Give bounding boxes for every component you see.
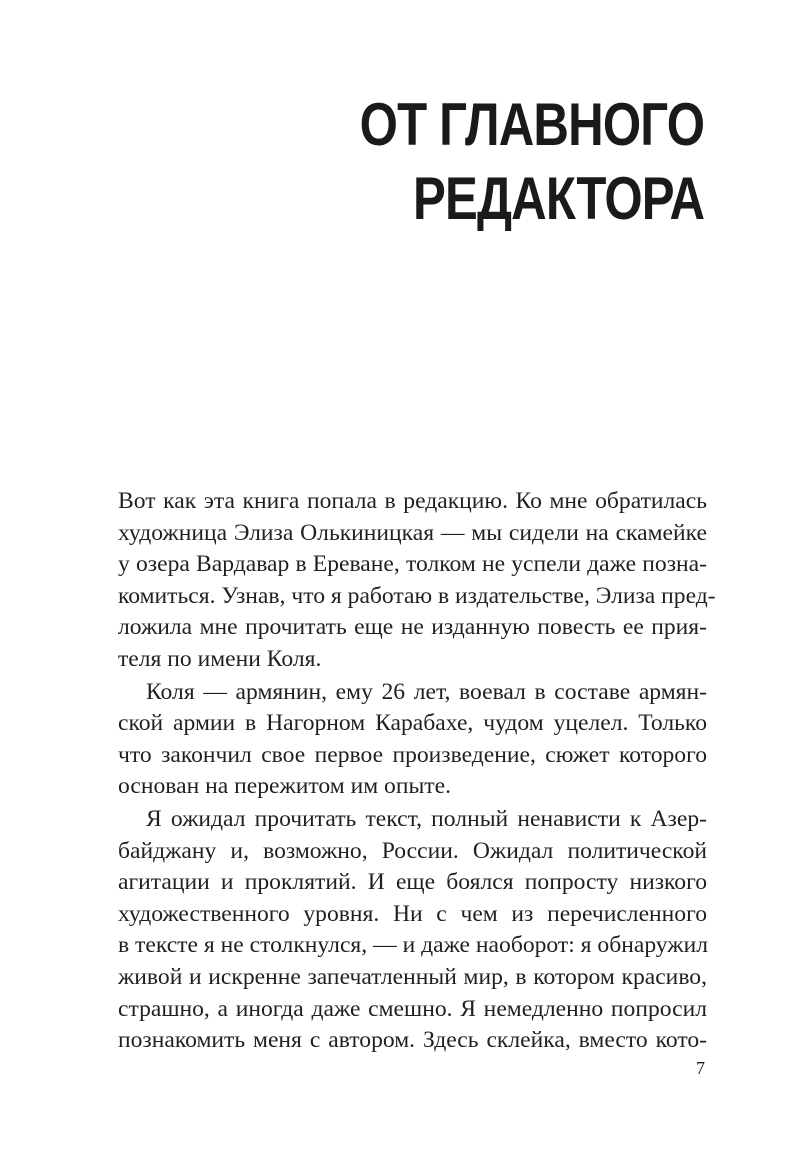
- text-line: в тексте я не столкнулся, — и даже наоборот: я обнаружил: [118, 932, 708, 959]
- text-line: живой и искренне запечатленный мир, в котором красиво,: [118, 963, 707, 990]
- paragraph-3: [118, 804, 707, 1057]
- text-line: что закончил свое первое произведение, сюжет которого: [118, 741, 707, 768]
- chapter-heading: [359, 88, 704, 236]
- text-line: у озера Вардавар в Ереване, толком не успели даже позна-: [118, 551, 707, 578]
- chapter-heading-line-2: РЕДАКТОРА: [412, 165, 704, 232]
- page-number: 7: [696, 1058, 705, 1078]
- text-line: художница Элиза Олькиницкая — мы сидели на скамейке: [118, 519, 707, 546]
- text-line: ской армии в Нагорном Карабахе, чудом уцелел. Только: [118, 710, 707, 737]
- text-line: Я ожидал прочитать текст, полный ненависти к Азер-: [146, 805, 707, 832]
- text-line: ложила мне прочитать еще не изданную повесть ее прия-: [118, 614, 707, 641]
- paragraph-1: [118, 486, 716, 676]
- text-line: познакомить меня с автором. Здесь склейка, вместо кото-: [118, 1027, 707, 1054]
- chapter-heading-line-1: ОТ ГЛАВНОГО: [359, 91, 704, 158]
- text-line: художественного уровня. Ни с чем из перечисленного: [118, 900, 707, 927]
- text-line: агитации и проклятий. И еще боялся попросту низкого: [118, 869, 707, 896]
- text-line: Вот как эта книга попала в редакцию. Ко мне обратилась: [118, 488, 707, 514]
- body-text: [118, 486, 716, 1057]
- text-line: комиться. Узнав, что я работаю в издательстве, Элиза пред-: [118, 582, 716, 609]
- text-line: основан на пережитом им опыте.: [118, 773, 451, 800]
- paragraph-2: [118, 677, 707, 803]
- text-line: теля по имени Коля.: [118, 645, 322, 672]
- text-line: Коля — армянин, ему 26 лет, воевал в составе армян-: [146, 678, 707, 705]
- text-line: страшно, а иногда даже смешно. Я немедленно попросил: [118, 995, 707, 1022]
- text-line: байджану и, возможно, России. Ожидал политической: [118, 837, 707, 864]
